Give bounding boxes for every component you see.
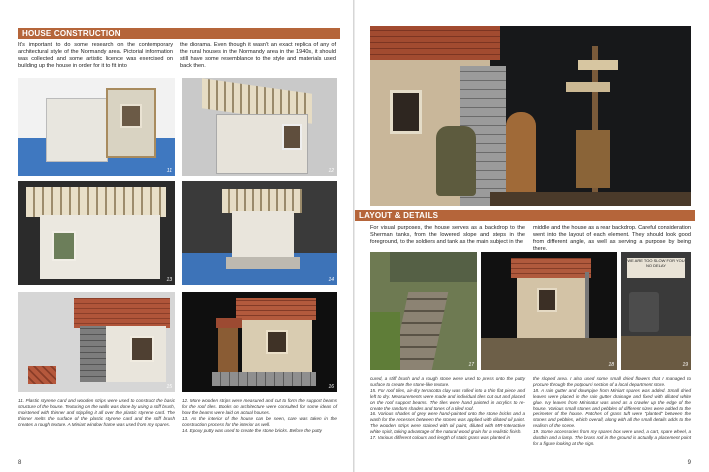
photo-14 bbox=[182, 181, 337, 285]
window-frame bbox=[282, 124, 302, 150]
page-number: 9 bbox=[687, 460, 691, 466]
caption-col2: the sloped area. I also used some small dried flowers that I managed to procure through the potpourri section of a local department store. 18. A rain gutter and downpipe from Miniart spares was added. Small dried leaves were placed in the rain gutter drainage and fixed with diluted white glue. Ivy leaves from Mininatur was used as a crawler up the edge of the house. Various small stones and pebbles of different sizes were added to the perimeter of the house. Patches of grass tuft were "planted" between the stones and pebbles, which overall, along with all the small details adds to the realism of the scene. 19. Some accessories from my spares box were used, a cart, spare wheel, a dustbin and a lamp. The brass rod in the ground is actually a placement point for a figure looking at the sign. bbox=[533, 376, 691, 446]
caption-col1: cured, a stiff brush and a rough stone were used to press onto the putty surface to create the stone-like texture. 15. For roof tiles, air-dry terracotta clay was rolled into a thin flat piece and left to dry. Measurements were made and individual tiles cut out and placed on the roof support beams. The tiles were hand painted in acrylics to re-create the random shades and tones of a tiled roof. 16. Various shades of grey were hand-painted onto the stone bricks and a wash for the recesses between the stones was applied with diluted oil paint. The wooden strips were stained with oil paint, diluted with MR-Interactive white spirit, taking advantage of the natural wood grain for a realistic finish. 17. Various different colours and length of static grass was planted in bbox=[370, 376, 525, 441]
intro-text-col1: For visual purposes, the house serves as a backdrop to the Sherman tanks, from the lowered slope and steps in the foreground, to the soldiers and tank as the main subject in the bbox=[370, 225, 525, 245]
photo-number: 19 bbox=[682, 362, 688, 368]
static-grass bbox=[370, 312, 400, 370]
page-number: 8 bbox=[18, 460, 22, 466]
window-frame bbox=[390, 90, 422, 134]
window-frame bbox=[120, 104, 142, 128]
loose-tiles bbox=[28, 366, 56, 384]
downpipe bbox=[585, 272, 589, 342]
caption-col1: 11. Plastic styrene card and wooden strips were used to construct the basic structure of the house. Texturing on the walls was done by using a stiff brush, moistened with thinner and stippling it all over the plastic styrene card. The thinner melts the surface of the plastic styrene card and the stiff brush creates a rough texture. A Miniart window frame was used from my spares. bbox=[18, 398, 175, 427]
photo-12 bbox=[182, 78, 337, 176]
signpost-board bbox=[578, 60, 618, 70]
tiled-roof bbox=[511, 258, 591, 278]
photo-19 bbox=[621, 252, 691, 370]
caption-col2: 12. More wooden strips were measured and cut to form the support beams for the roof tiles. Books on architecture were consulted for some ideas of how the beams were laid on actual houses. 13. As the interior of the house can be seen, care was taken in the construction process for the interior as well. 14. Epoxy putty was used to create the stone bricks. Before the putty bbox=[182, 398, 337, 433]
stone-base bbox=[226, 257, 300, 269]
left-page bbox=[0, 0, 354, 472]
wooden-door bbox=[218, 328, 238, 372]
window-frame bbox=[130, 336, 154, 362]
intro-text-col2: middle and the house as a rear backdrop. Careful consideration went into the layout of each element. They should look good from different angle, as well as serving a purpose by being there. bbox=[533, 225, 691, 252]
tiled-roof bbox=[236, 298, 316, 320]
photo-number: 13 bbox=[166, 277, 172, 283]
photo-number: 12 bbox=[328, 168, 334, 174]
tiled-roof bbox=[74, 298, 170, 328]
ground-base bbox=[490, 192, 691, 206]
tiled-roof bbox=[370, 26, 500, 60]
styrene-wall bbox=[46, 98, 108, 162]
window-frame bbox=[52, 231, 76, 261]
side-shed-roof bbox=[216, 318, 242, 328]
photo-number: 14 bbox=[328, 277, 334, 283]
photo-13 bbox=[18, 181, 175, 285]
intro-text-col2: the diorama. Even though it wasn't an exact replica of any of the rural houses in the Normandy area in the 1940s, it should still have some resemblance to the style and materials used back then. bbox=[180, 42, 336, 69]
sign-board: WE ARE TOO SLOW FOR YOU NO DELAY bbox=[627, 258, 685, 278]
photo-number: 15 bbox=[166, 384, 172, 390]
stone-steps bbox=[392, 292, 449, 370]
roof-beams bbox=[26, 187, 166, 217]
soldier-figures bbox=[436, 126, 476, 196]
tank-hull bbox=[390, 252, 477, 282]
photo-16 bbox=[182, 292, 337, 392]
stone-wall bbox=[80, 326, 106, 382]
intro-text-col1: It's important to do some research on the contemporary architectural style of the Normandy area. Pictorial information was collected and some artistic licence was exercised on building up the house in order for it to fit into bbox=[18, 42, 173, 69]
photo-number: 11 bbox=[166, 168, 172, 174]
window-frame bbox=[537, 288, 557, 312]
wooden-crate bbox=[576, 130, 610, 188]
ground-base bbox=[621, 336, 691, 370]
photo-15 bbox=[18, 292, 175, 392]
photo-11 bbox=[18, 78, 175, 176]
hero-photo-diorama bbox=[370, 26, 691, 206]
section-banner-layout-details: LAYOUT & DETAILS bbox=[355, 210, 695, 221]
section-banner-house-construction: HOUSE CONSTRUCTION bbox=[18, 28, 340, 39]
photo-18 bbox=[481, 252, 617, 370]
photo-number: 17 bbox=[468, 362, 474, 368]
right-page bbox=[355, 0, 709, 472]
stone-base bbox=[212, 372, 316, 386]
photo-17 bbox=[370, 252, 477, 370]
photo-number: 18 bbox=[608, 362, 614, 368]
house-wall bbox=[232, 211, 294, 259]
window-frame bbox=[266, 330, 288, 354]
signpost-board bbox=[566, 82, 610, 92]
photo-number: 16 bbox=[328, 384, 334, 390]
dustbin bbox=[629, 292, 659, 332]
roof-beams bbox=[222, 189, 302, 213]
pebbles-ground bbox=[481, 338, 617, 370]
